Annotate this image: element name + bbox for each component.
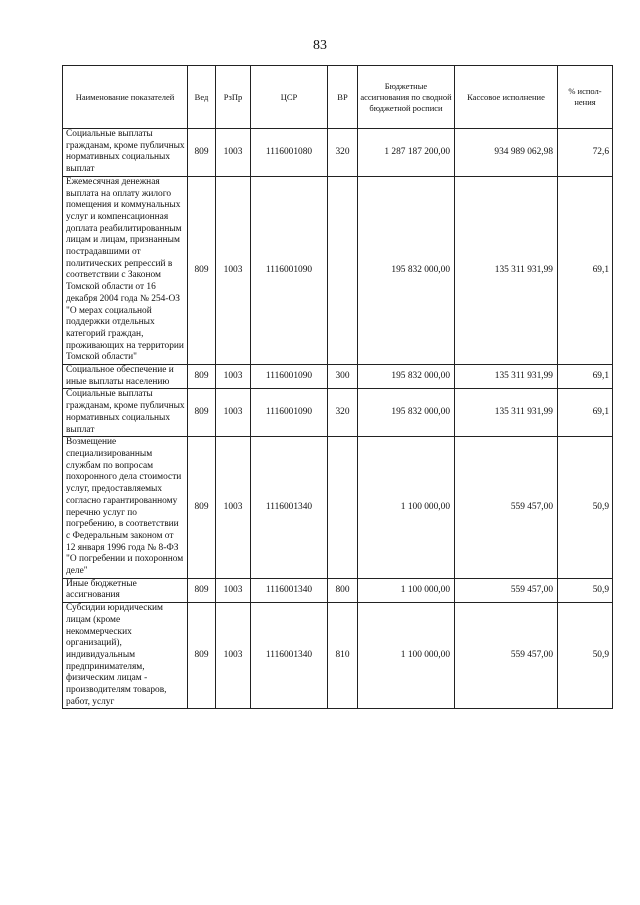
row-rzpr: 1003 bbox=[216, 578, 251, 602]
row-budget: 1 100 000,00 bbox=[358, 437, 455, 578]
header-name: Наименование показателей bbox=[63, 66, 188, 129]
row-vr: 300 bbox=[328, 365, 358, 389]
row-budget: 1 100 000,00 bbox=[358, 603, 455, 709]
table-row bbox=[63, 437, 613, 578]
row-budget: 195 832 000,00 bbox=[358, 365, 455, 389]
row-ved: 809 bbox=[188, 129, 216, 177]
row-rzpr: 1003 bbox=[216, 129, 251, 177]
row-ved: 809 bbox=[188, 578, 216, 602]
row-vr: 320 bbox=[328, 389, 358, 437]
row-rzpr: 1003 bbox=[216, 176, 251, 364]
budget-execution-table bbox=[62, 65, 613, 709]
row-csr: 1116001340 bbox=[251, 437, 328, 578]
row-vr: 810 bbox=[328, 603, 358, 709]
row-cash: 135 311 931,99 bbox=[455, 389, 558, 437]
row-ved: 809 bbox=[188, 603, 216, 709]
table-row bbox=[63, 578, 613, 602]
row-vr: 320 bbox=[328, 129, 358, 177]
table-header-row bbox=[63, 66, 613, 129]
table-row bbox=[63, 176, 613, 364]
header-ved: Вед bbox=[188, 66, 216, 129]
row-ved: 809 bbox=[188, 437, 216, 578]
row-csr: 1116001340 bbox=[251, 578, 328, 602]
row-ved: 809 bbox=[188, 389, 216, 437]
row-csr: 1116001080 bbox=[251, 129, 328, 177]
page-number: 83 bbox=[313, 38, 327, 53]
row-budget: 1 100 000,00 bbox=[358, 578, 455, 602]
row-pct: 69,1 bbox=[558, 176, 613, 364]
header-pct: % испол-нения bbox=[558, 66, 613, 129]
table-row bbox=[63, 389, 613, 437]
row-rzpr: 1003 bbox=[216, 437, 251, 578]
row-pct: 50,9 bbox=[558, 437, 613, 578]
header-rzpr: РзПр bbox=[216, 66, 251, 129]
row-csr: 1116001340 bbox=[251, 603, 328, 709]
row-name: Социальные выплаты гражданам, кроме публичных нормативных социальных выплат bbox=[63, 129, 188, 177]
row-name: Социальное обеспечение и иные выплаты населению bbox=[63, 365, 188, 389]
row-cash: 559 457,00 bbox=[455, 603, 558, 709]
row-pct: 69,1 bbox=[558, 365, 613, 389]
row-cash: 135 311 931,99 bbox=[455, 365, 558, 389]
row-csr: 1116001090 bbox=[251, 176, 328, 364]
row-csr: 1116001090 bbox=[251, 389, 328, 437]
row-pct: 50,9 bbox=[558, 578, 613, 602]
table-row bbox=[63, 129, 613, 177]
header-cash: Кассовое исполнение bbox=[455, 66, 558, 129]
header-csr: ЦСР bbox=[251, 66, 328, 129]
row-rzpr: 1003 bbox=[216, 389, 251, 437]
table-row bbox=[63, 365, 613, 389]
row-name: Возмещение специализированным службам по вопросам похоронного дела стоимости услуг, предоставляемых согласно гарантированному перечню услуг по погребению, в соответствии с Федеральным законом от 12 января 1996 года № 8-ФЗ "О погребении и похоронном деле" bbox=[63, 437, 188, 578]
row-cash: 934 989 062,98 bbox=[455, 129, 558, 177]
row-rzpr: 1003 bbox=[216, 365, 251, 389]
row-name: Иные бюджетные ассигнования bbox=[63, 578, 188, 602]
row-name: Ежемесячная денежная выплата на оплату жилого помещения и коммунальных услуг и компенсационная доплата реабилитированным лицам и лицам, признанным пострадавшими от политических репрессий в соответствии с Законом Томской области от 16 декабря 2004 года № 254-ОЗ "О мерах социальной поддержки отдельных категорий граждан, проживающих на территории Томской области" bbox=[63, 176, 188, 364]
table-row bbox=[63, 603, 613, 709]
row-pct: 50,9 bbox=[558, 603, 613, 709]
row-vr bbox=[328, 176, 358, 364]
row-cash: 559 457,00 bbox=[455, 437, 558, 578]
row-name: Субсидии юридическим лицам (кроме некоммерческих организаций), индивидуальным предпринимателям, физическим лицам - производителям товаров, работ, услуг bbox=[63, 603, 188, 709]
row-budget: 1 287 187 200,00 bbox=[358, 129, 455, 177]
row-cash: 559 457,00 bbox=[455, 578, 558, 602]
row-ved: 809 bbox=[188, 176, 216, 364]
row-budget: 195 832 000,00 bbox=[358, 176, 455, 364]
row-ved: 809 bbox=[188, 365, 216, 389]
header-budget: Бюджетные ассигнования по сводной бюджетной росписи bbox=[358, 66, 455, 129]
row-vr: 800 bbox=[328, 578, 358, 602]
row-name: Социальные выплаты гражданам, кроме публичных нормативных социальных выплат bbox=[63, 389, 188, 437]
header-vr: ВР bbox=[328, 66, 358, 129]
row-rzpr: 1003 bbox=[216, 603, 251, 709]
row-vr bbox=[328, 437, 358, 578]
row-budget: 195 832 000,00 bbox=[358, 389, 455, 437]
row-cash: 135 311 931,99 bbox=[455, 176, 558, 364]
row-pct: 69,1 bbox=[558, 389, 613, 437]
row-pct: 72,6 bbox=[558, 129, 613, 177]
row-csr: 1116001090 bbox=[251, 365, 328, 389]
